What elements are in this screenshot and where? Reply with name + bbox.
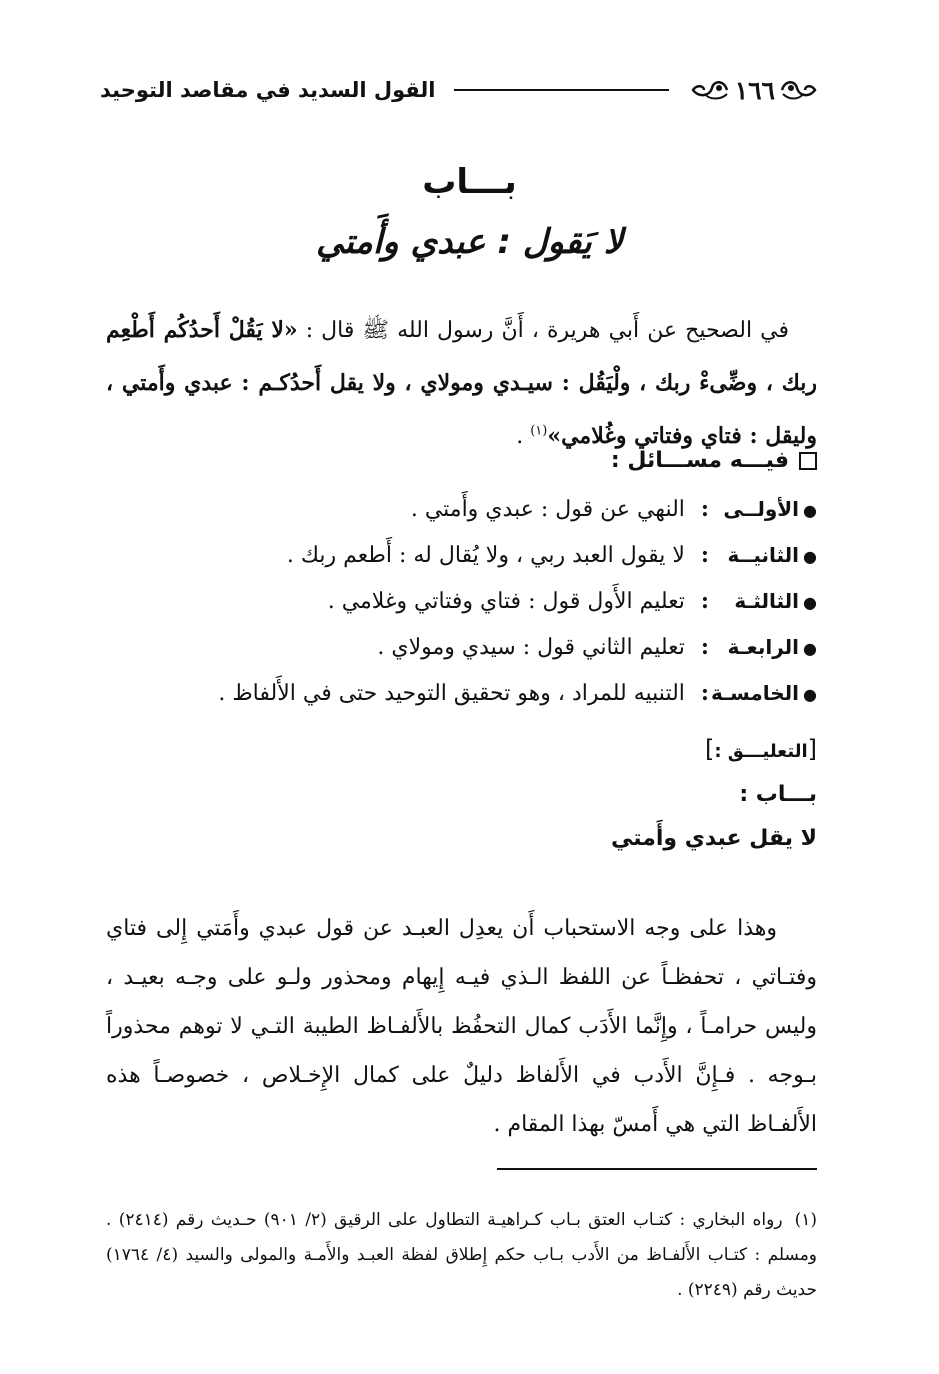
bracket-open: [: [807, 735, 817, 763]
footnote-number: (١): [794, 1210, 817, 1230]
chapter-label: بـــاب: [422, 162, 517, 202]
book-title: القول السديد في مقاصد التوحيد: [100, 78, 436, 102]
footnote-text: رواه البخاري : كتـاب العتق بـاب كـراهيـة التطاول على الرقيق (٢/ ٩٠١) حـديث رقم (٢٤١٤) . ومسلم : كتـاب الأَلفـاظ من الأَدب بـاب حكم إِطلاق لفظة العبـد والأَمـة والمولى والسيد (٤/ ١٧٦٤) حديث رقم (٢٢٤٩) .: [106, 1210, 818, 1300]
issue-text: تعليم الثاني قول : سيدي ومولاي .: [377, 635, 685, 660]
commentary-paragraph: وهذا على وجه الاستحباب أَن يعدِل العبـد عن قول عبدي وأَمَتي إِلى فتاي وفتـاتي ، تحفظـاً عن اللفظ الـذي فيـه إِيهام ومحذور ولـو على وجـه بعيـد ، وليس حرامـاً ، وإِنَّما الأَدَب كمال التحفُظ بالأَلفـاظ الطيبة التـي لا توهم محذوراً بـوجه . فـإِنَّ الأَدب في الأَلفاظ دليلٌ على كمال الإِخـلاص ، خصوصـاً هذه الأَلفـاظ التي هي أَمسّ بهذا المقام .: [106, 916, 817, 1137]
issue-text: التنبيه للمراد ، وهو تحقيق التوحيد حتى في الأَلفاظ .: [218, 681, 685, 706]
issue-text: لا يقول العبد ربي ، ولا يُقال له : أَطعم ربك .: [286, 543, 685, 568]
issue-colon: :: [700, 496, 710, 522]
hadith-paragraph: [106, 304, 817, 463]
issue-label: الرابعـة: [727, 635, 800, 659]
commentary-tag: [705, 735, 817, 763]
bullet-icon: ●: [803, 685, 817, 704]
issues-heading: [611, 448, 817, 473]
chapter-title: لا يَقول : عبدي وأَمتي: [316, 222, 623, 262]
issue-text: النهي عن قول : عبدي وأَمتي .: [410, 497, 685, 522]
bracket-close: ]: [704, 735, 715, 763]
bullet-icon: ●: [803, 501, 817, 520]
issue-label: الثالثـة: [734, 589, 800, 613]
page-number-ornament: [687, 76, 819, 105]
ornament-icon: [779, 76, 819, 104]
issue-colon: :: [700, 634, 710, 660]
list-item: [106, 624, 817, 670]
list-item: [106, 486, 817, 532]
bullet-icon: ●: [803, 639, 817, 658]
footnote-marker: (١): [530, 423, 548, 439]
bullet-icon: ●: [803, 593, 817, 612]
commentary-chapter-label: بـــاب :: [739, 782, 817, 807]
running-header: [100, 70, 819, 110]
list-item: [106, 532, 817, 578]
issue-label: الأولــى: [723, 497, 800, 521]
issue-colon: :: [700, 680, 710, 706]
header-divider: [454, 89, 669, 91]
issue-text: تعليم الأَول قول : فتاي وفتاتي وغلامي .: [327, 589, 685, 614]
list-item: [106, 578, 817, 624]
hadith-intro: في الصحيح عن أَبي هريرة ، أَنَّ رسول الله ﷺ قال :: [305, 318, 789, 343]
commentary-tag-text: التعليـــق :: [714, 741, 808, 762]
issue-colon: :: [700, 542, 710, 568]
commentary-title: لا يقل عبدي وأَمتي: [610, 826, 817, 851]
page-number: ١٦٦: [734, 75, 775, 105]
bullet-icon: ●: [803, 547, 817, 566]
issues-list: [106, 486, 817, 716]
issues-heading-text: فيـــه مســـائل :: [610, 448, 789, 473]
issue-label: الثانيــة: [727, 543, 800, 567]
footnote-divider: [497, 1168, 817, 1170]
square-bullet-icon: [799, 452, 817, 470]
ornament-icon: [687, 76, 731, 104]
issue-label: الخامسـة: [711, 681, 800, 705]
footnote: [106, 1203, 817, 1308]
hadith-quote: «لا يَقُلْ أَحدُكُم أَطْعِم ربك ، وضِّىءْ ربك ، ولْيَقُل : سيـدي ومولاي ، ولا يقل أَحدُكـم : عبدي وأَمتي ، وليقل : فتاي وفتاتي وغُلامي»: [106, 317, 817, 449]
issue-colon: :: [700, 588, 710, 614]
list-item: [106, 670, 817, 716]
hadith-end: .: [516, 424, 531, 449]
